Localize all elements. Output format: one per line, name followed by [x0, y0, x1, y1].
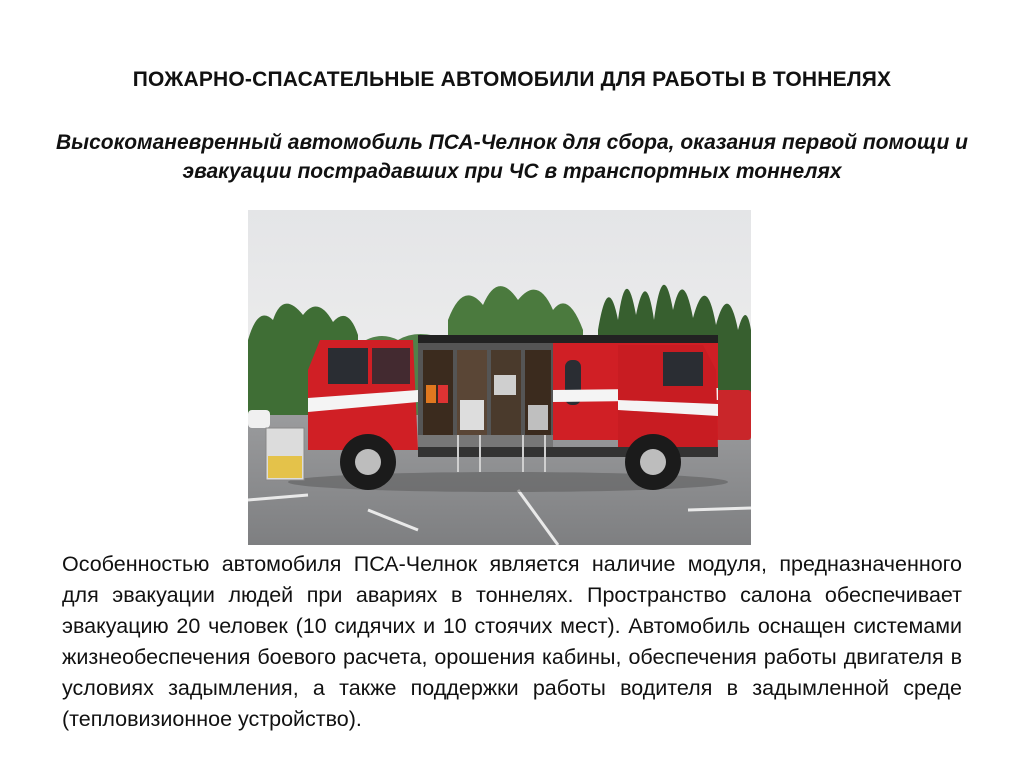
fire-truck-photo: [248, 210, 751, 545]
slide-title: ПОЖАРНО-СПАСАТЕЛЬНЫЕ АВТОМОБИЛИ ДЛЯ РАБОТЫ В ТОННЕЛЯХ: [132, 68, 892, 91]
slide-body-text: Особенностью автомобиля ПСА-Челнок является наличие модуля, предназначенного для эвакуации людей при авариях в тоннелях. Пространство салона обеспечивает эвакуацию 20 человек (10 сидячих и 10 стоячих мест). Автомобиль оснащен системами жизнеобеспечения боевого расчета, орошения кабины, обеспечения работы двигателя в условиях задымления, а также поддержки работы водителя в задымленной среде (тепловизионное устройство).: [62, 552, 962, 731]
slide-subtitle: Высокоманевренный автомобиль ПСА-Челнок для сбора, оказания первой помощи и эвакуации пострадавших при ЧС в транспортных тоннелях: [55, 131, 968, 183]
